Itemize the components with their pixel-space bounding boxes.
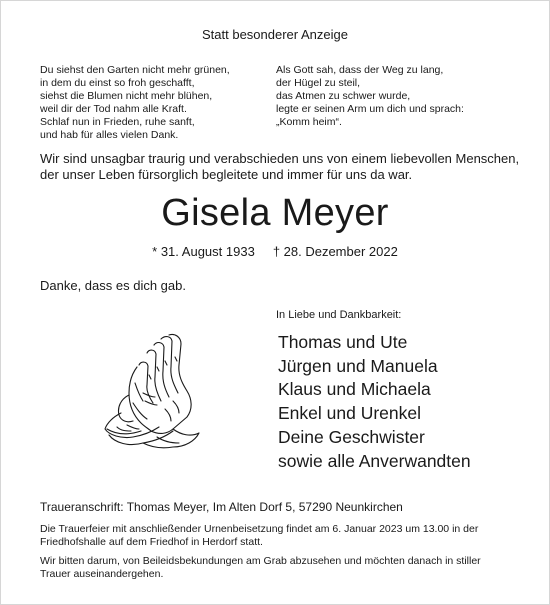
poem-line: das Atmen zu schwer wurde, [276,90,411,102]
life-dates [1,244,549,260]
poem-line: und hab für alles vielen Dank. [40,129,179,141]
mourner-item: Deine Geschwister [278,426,425,447]
praying-hands-icon [99,331,205,453]
mourners-list [278,331,471,473]
poem-line: Als Gott sah, dass der Weg zu lang, [276,64,444,76]
poem-line: legte er seinen Arm um dich und sprach: [276,103,464,115]
greeting-text: In Liebe und Dankbarkeit: [276,309,402,321]
condolence-request [40,555,530,581]
intro-line: der unser Leben fürsorglich begleitete und immer für uns da war. [40,167,413,182]
poem-right [276,64,516,129]
intro-text [40,151,530,183]
mourner-item: Thomas und Ute [278,332,408,352]
ceremony-notice [40,523,530,549]
poem-line: Schlaf nun in Frieden, ruhe sanft, [40,116,195,128]
mourner-item: Enkel und Urenkel [278,403,421,424]
poem-line: weil dir der Tod nahm alle Kraft. [40,103,187,115]
notice-line: Die Trauerfeier mit anschließender Urnenbeisetzung findet am 6. Januar 2023 um 13.00 in der [40,523,479,535]
death-date: † 28. Dezember 2022 [272,244,398,259]
poem-left [40,64,255,142]
mourner-item: Klaus und Michaela [278,379,431,400]
mourning-address: Traueranschrift: Thomas Meyer, Im Alten Dorf 5, 57290 Neunkirchen [40,500,403,514]
birth-date: * 31. August 1933 [152,244,255,259]
notice-line: Trauer auseinandergehen. [40,568,164,580]
poem-line: siehst die Blumen nicht mehr blühen, [40,90,213,102]
poem-line: Du siehst den Garten nicht mehr grünen, [40,64,230,76]
mourner-item: Jürgen und Manuela [278,355,438,376]
notice-line: Wir bitten darum, von Beileidsbekundungen am Grab abzusehen und möchten danach in stiller [40,555,481,567]
notice-heading: Statt besonderer Anzeige [202,27,348,42]
mourner-item: sowie alle Anverwandten [278,450,471,471]
notice-line: Friedhofshalle auf dem Friedhof in Herdorf statt. [40,536,263,548]
poem-line: in dem du einst so froh geschafft, [40,77,195,89]
deceased-name: Gisela Meyer [161,192,389,234]
intro-line: Wir sind unsagbar traurig und verabschieden uns von einem liebevollen Menschen, [40,151,520,166]
poem-line: „Komm heim“. [276,116,342,128]
thanks-text: Danke, dass es dich gab. [40,278,186,293]
poem-line: der Hügel zu steil, [276,77,361,89]
